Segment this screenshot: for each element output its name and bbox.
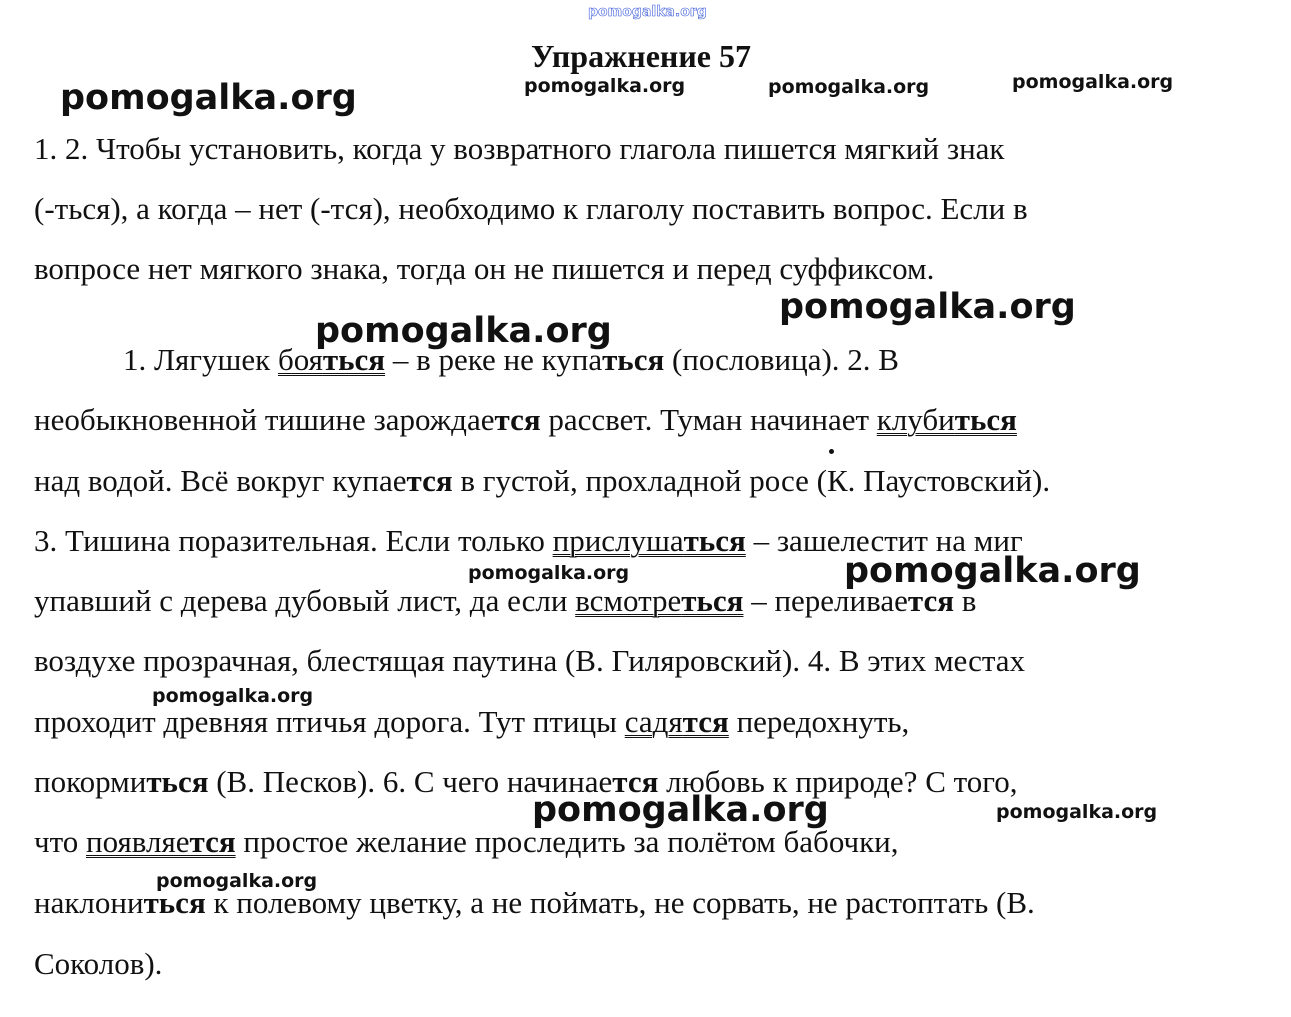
- watermark: pomogalka.org: [315, 311, 612, 351]
- verb-suffix: ться: [954, 402, 1017, 437]
- watermark: pomogalka.org: [779, 287, 1076, 327]
- verb-suffix: тся: [406, 463, 453, 498]
- text-line-4: [123, 340, 1291, 380]
- verb-stem: появляе: [85, 824, 190, 859]
- text-fragment: рассвет. Туман начинает: [540, 402, 877, 437]
- text-fragment: любовь к природе? С того,: [658, 764, 1018, 799]
- verb-stem: клуби: [876, 402, 955, 437]
- verb-suffix: тся: [612, 764, 659, 799]
- text-fragment: наклони: [34, 885, 144, 920]
- paragraph1-line1: 1. 2. Чтобы установить, когда у возвратного глагола пишется мягкий знак: [34, 131, 1005, 166]
- verb-suffix: ться: [681, 583, 744, 618]
- verb-suffix: ться: [683, 523, 746, 558]
- verb-suffix: тся: [907, 583, 955, 618]
- verb-suffix: ться: [146, 764, 209, 799]
- text-fragment: в густой, прохладной росе (К. Паустовский).: [452, 463, 1051, 498]
- underlined-verb: [625, 704, 729, 739]
- text-fragment: упавший с дерева дубовый лист, да если: [34, 583, 576, 618]
- text-line-9: воздухе прозрачная, блестящая паутина (В. Гиляровский). 4. В этих местах: [34, 643, 1026, 678]
- watermark: pomogalka.org: [1012, 71, 1174, 93]
- text-fragment: передохнуть,: [728, 704, 910, 739]
- watermark: pomogalka.org: [768, 76, 930, 98]
- watermark: pomogalka.org: [532, 790, 829, 830]
- paragraph1-line2: (-ться), а когда – нет (-тся), необходимо к глаголу поставить вопрос. Если в: [34, 191, 1028, 226]
- watermark: pomogalka.org: [152, 685, 314, 707]
- text-fragment: покорми: [34, 764, 147, 799]
- underlined-verb: [86, 824, 236, 859]
- watermark: pomogalka.org: [156, 870, 318, 892]
- verb-stem: боя: [277, 342, 323, 377]
- text-fragment: (пословица). 2. В: [664, 342, 899, 377]
- stray-dot: [829, 449, 834, 454]
- underlined-verb: [553, 523, 746, 558]
- verb-suffix: ться: [322, 342, 386, 377]
- verb-stem: прислуша: [552, 523, 684, 558]
- text-fragment: (В. Песков). 6. С чего начинае: [208, 764, 613, 799]
- verb-stem: садя: [624, 704, 683, 739]
- text-fragment: над водой. Всё вокруг купае: [34, 463, 407, 498]
- page-title: Упражнение 57: [530, 38, 751, 74]
- top-watermark: pomogalka.org: [588, 4, 707, 20]
- verb-suffix: ться: [143, 885, 206, 920]
- text-fragment: – переливае: [743, 583, 908, 618]
- text-line-14: Соколов).: [34, 946, 163, 981]
- text-fragment: к полевому цветку, а не поймать, не сорвать, не растоптать (В.: [205, 885, 1035, 920]
- verb-suffix: тся: [189, 824, 236, 859]
- text-fragment: необыкновенной тишине зарождае: [34, 402, 495, 437]
- watermark: pomogalka.org: [844, 551, 1141, 591]
- watermark: pomogalka.org: [996, 801, 1158, 823]
- underlined-verb: [575, 583, 743, 618]
- text-line-5: [34, 400, 1264, 440]
- watermark: pomogalka.org: [60, 78, 357, 118]
- text-line-10: [34, 702, 1264, 742]
- text-fragment: 3. Тишина поразительная. Если только: [34, 523, 553, 558]
- watermark: pomogalka.org: [524, 75, 686, 97]
- text-fragment: что: [34, 824, 86, 859]
- text-fragment: в: [954, 583, 977, 618]
- paragraph1-line3: вопросе нет мягкого знака, тогда он не пишется и перед суффиксом.: [34, 251, 935, 286]
- verb-suffix: ться: [602, 342, 665, 377]
- text-fragment: простое желание проследить за полётом бабочки,: [235, 824, 899, 859]
- watermark: pomogalka.org: [468, 562, 630, 584]
- verb-stem: всмотре: [575, 583, 682, 618]
- underlined-verb: [877, 402, 1017, 437]
- text-fragment: – в реке не купа: [385, 342, 603, 377]
- verb-suffix: тся: [494, 402, 541, 437]
- text-fragment: – зашелестит на миг: [745, 523, 1023, 558]
- text-line-6: [34, 461, 1264, 501]
- text-fragment: 1. Лягушек: [123, 342, 278, 377]
- verb-suffix: тся: [682, 704, 729, 739]
- text-fragment: проходит древняя птичья дорога. Тут птицы: [34, 704, 625, 739]
